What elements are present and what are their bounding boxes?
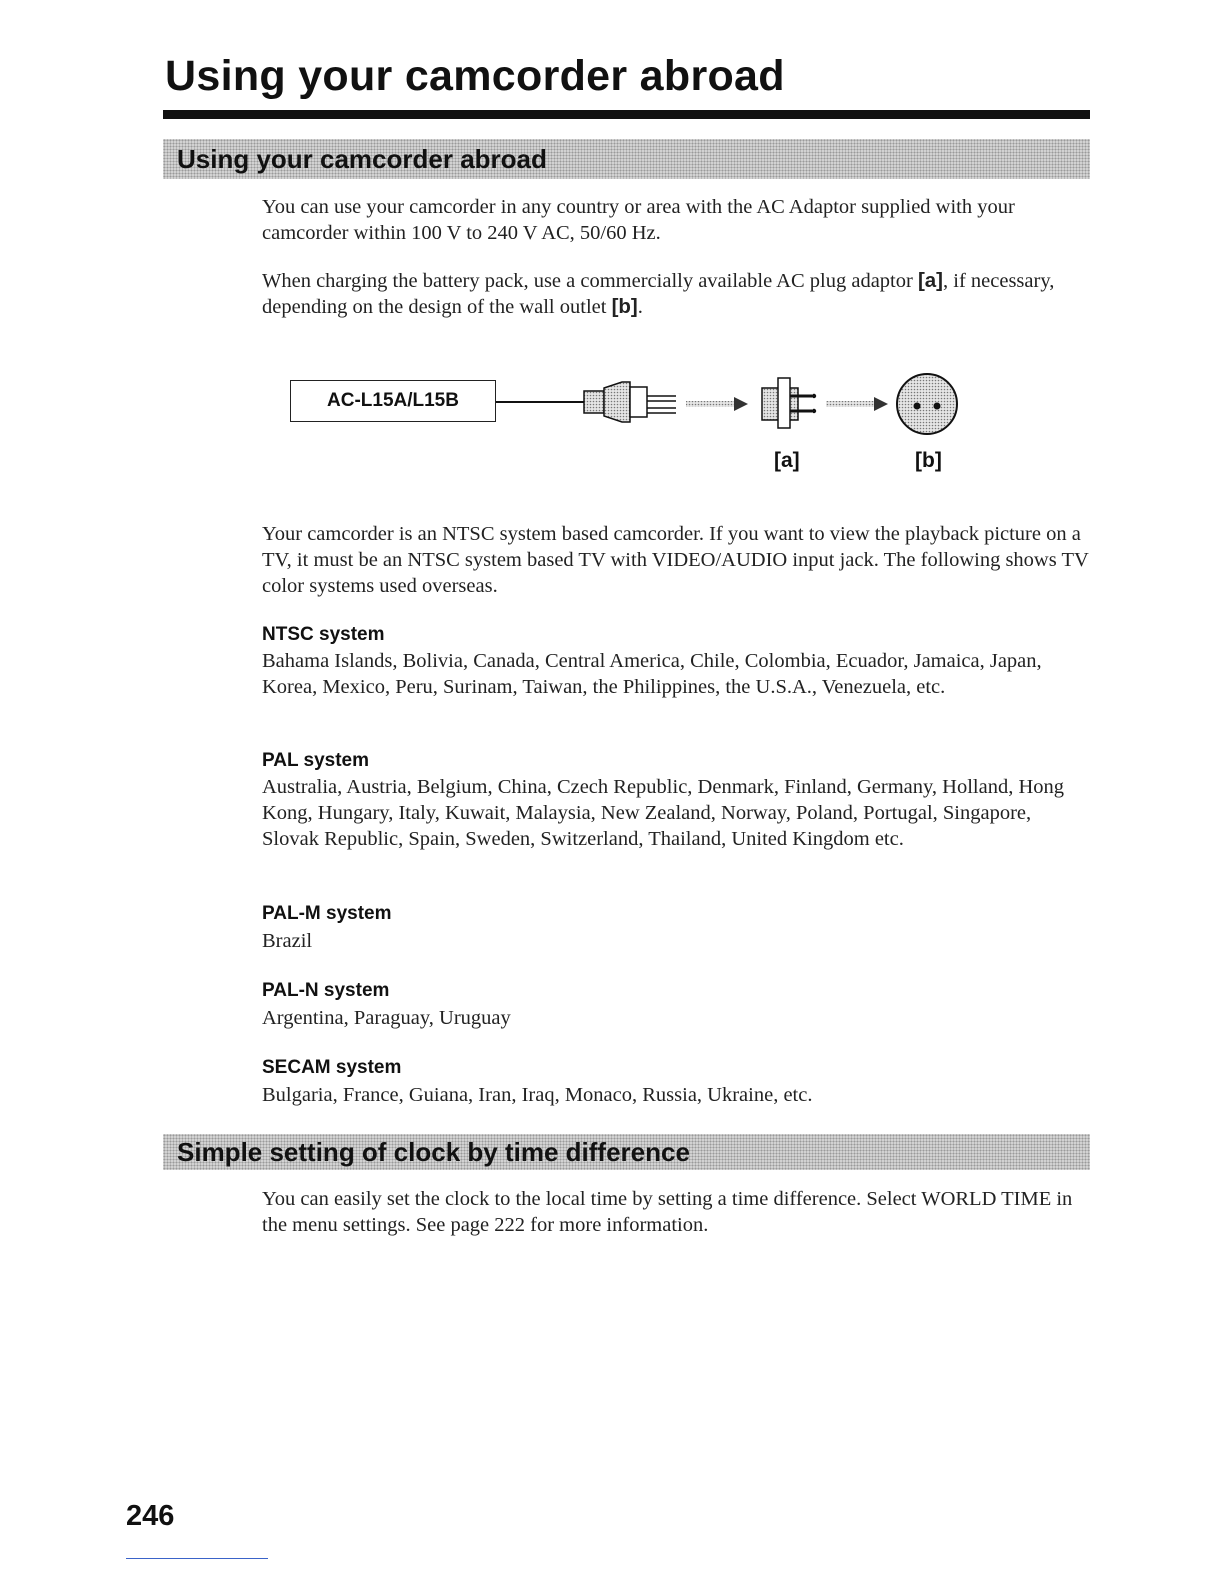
page-title: Using your camcorder abroad (165, 52, 785, 100)
label-a-inline: [a] (917, 269, 944, 292)
paragraph-world-time: You can easily set the clock to the local time by setting a time difference. Select WORLD TIME in the menu settings. See page 222 for more information. (262, 1188, 1073, 1236)
system-heading-ntsc: NTSC system (262, 624, 385, 645)
wall-outlet-icon (897, 374, 957, 434)
plug-adaptor-icon (762, 378, 816, 428)
section-heading-abroad: Using your camcorder abroad (163, 139, 1090, 179)
system-countries-pal-n: Argentina, Paraguay, Uruguay (262, 1007, 511, 1029)
paragraph-plug-text-3: . (637, 296, 643, 318)
section-heading-clock: Simple setting of clock by time difference (163, 1134, 1090, 1170)
plug-adaptor-diagram (496, 370, 976, 442)
paragraph-plug-text-1: When charging the battery pack, use a commercially available AC plug adaptor (262, 270, 918, 292)
system-heading-secam: SECAM system (262, 1057, 402, 1078)
diagram-label-a: [a] (774, 449, 800, 472)
page-number: 246 (126, 1500, 175, 1532)
system-heading-pal-m: PAL-M system (262, 903, 392, 924)
title-rule (163, 110, 1090, 119)
paragraph-plug-adaptor (262, 268, 1092, 320)
system-countries-pal: Australia, Austria, Belgium, China, Czech Republic, Denmark, Finland, Germany, Holland, Hong Kong, Hungary, Italy, Kuwait, Malaysia, New Zealand, Norway, Poland, Portugal, Singapore, Slovak Republic, Spain, Sweden, Switzerland, Thailand, United Kingdom etc. (262, 776, 1065, 850)
ac-adaptor-model-box: AC-L15A/L15B (290, 380, 496, 422)
plug-icon (584, 382, 676, 422)
system-heading-pal: PAL system (262, 750, 370, 771)
diagram-label-b: [b] (915, 449, 942, 472)
paragraph-ntsc-camcorder: Your camcorder is an NTSC system based camcorder. If you want to view the playback picture on a TV, it must be an NTSC system based TV with VIDEO/AUDIO input jack. The following shows TV color systems used overseas. (262, 523, 1089, 597)
label-b-inline: [b] (611, 295, 638, 318)
system-countries-secam: Bulgaria, France, Guiana, Iran, Iraq, Monaco, Russia, Ukraine, etc. (262, 1084, 813, 1106)
paragraph-ac-adaptor: You can use your camcorder in any country or area with the AC Adaptor supplied with your camcorder within 100 V to 240 V AC, 50/60 Hz. (262, 196, 1015, 244)
system-countries-pal-m: Brazil (262, 930, 313, 952)
arrow-right-icon (686, 397, 748, 411)
paragraph-plug-text-2: , if necessary, depending on the design of the wall outlet (262, 270, 1055, 318)
footer-rule (126, 1558, 268, 1559)
system-countries-ntsc: Bahama Islands, Bolivia, Canada, Central America, Chile, Colombia, Ecuador, Jamaica, Japan, Korea, Mexico, Peru, Surinam, Taiwan, the Philippines, the U.S.A., Venezuela, etc. (262, 650, 1042, 698)
system-heading-pal-n: PAL-N system (262, 980, 390, 1001)
arrow-right-icon (826, 397, 888, 411)
